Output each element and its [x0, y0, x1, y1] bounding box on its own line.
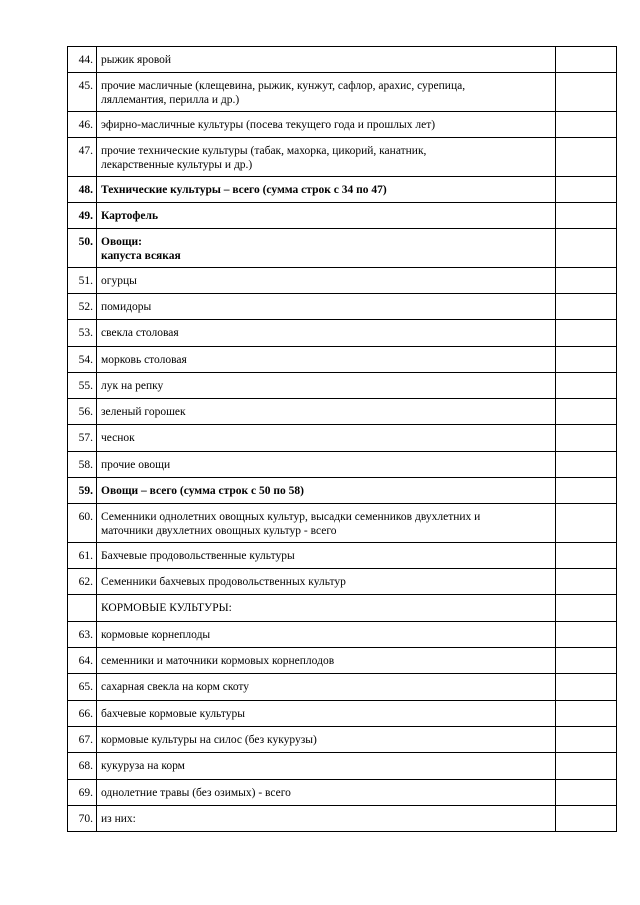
table-row — [68, 569, 617, 595]
crop-name-cell — [97, 595, 556, 621]
table-row — [68, 202, 617, 228]
row-number: 68. — [68, 753, 97, 779]
crop-name-cell — [97, 700, 556, 726]
crop-name-cell — [97, 726, 556, 752]
table-row — [68, 674, 617, 700]
value-cell[interactable] — [556, 346, 617, 372]
crop-name-cell — [97, 267, 556, 293]
crop-name-cell — [97, 372, 556, 398]
row-number: 57. — [68, 425, 97, 451]
table-row — [68, 504, 617, 543]
value-cell[interactable] — [556, 648, 617, 674]
row-number — [68, 595, 97, 621]
value-cell[interactable] — [556, 753, 617, 779]
table-row — [68, 805, 617, 831]
table-row — [68, 47, 617, 73]
crop-name-line: помидоры — [101, 300, 152, 313]
crop-name-line: прочие масличные (клещевина, рыжик, кунжут, сафлор, арахис, сурепица, — [101, 80, 466, 93]
value-cell[interactable] — [556, 320, 617, 346]
table-row — [68, 779, 617, 805]
crops-table-body — [68, 47, 617, 832]
row-number: 63. — [68, 621, 97, 647]
crop-name-line: огурцы — [101, 274, 137, 287]
value-cell[interactable] — [556, 805, 617, 831]
row-number: 44. — [68, 47, 97, 73]
crop-name-line: бахчевые кормовые культуры — [101, 707, 245, 720]
table-row — [68, 542, 617, 568]
crop-name-line: чеснок — [101, 432, 135, 445]
crop-name-cell — [97, 569, 556, 595]
row-number: 66. — [68, 700, 97, 726]
crop-name-line: морковь столовая — [101, 353, 187, 366]
crop-name-cell — [97, 779, 556, 805]
crop-name-line: семенники и маточники кормовых корнеплодов — [101, 655, 335, 668]
value-cell[interactable] — [556, 451, 617, 477]
crop-name-line: лекарственные культуры и др.) — [101, 159, 253, 172]
crop-name-line: Семенники бахчевых продовольственных культур — [101, 576, 346, 589]
table-row — [68, 372, 617, 398]
crop-name-line: прочие технические культуры (табак, махорка, цикорий, канатник, — [101, 145, 427, 158]
table-row — [68, 73, 617, 112]
row-number: 55. — [68, 372, 97, 398]
row-number: 46. — [68, 111, 97, 137]
table-row — [68, 648, 617, 674]
table-row — [68, 726, 617, 752]
crop-name-line: из них: — [101, 812, 136, 825]
row-number: 64. — [68, 648, 97, 674]
row-number: 67. — [68, 726, 97, 752]
crop-name-cell — [97, 674, 556, 700]
crop-name-cell — [97, 73, 556, 112]
crop-name-line: КОРМОВЫЕ КУЛЬТУРЫ: — [101, 602, 232, 615]
crop-name-cell — [97, 399, 556, 425]
value-cell[interactable] — [556, 73, 617, 112]
crop-name-cell — [97, 425, 556, 451]
value-cell[interactable] — [556, 542, 617, 568]
crop-name-line: кормовые культуры на силос (без кукурузы) — [101, 733, 317, 746]
table-row — [68, 176, 617, 202]
crop-name-cell — [97, 229, 556, 268]
crop-name-cell — [97, 504, 556, 543]
crop-name-line: лук на репку — [101, 379, 164, 392]
value-cell[interactable] — [556, 700, 617, 726]
row-number: 56. — [68, 399, 97, 425]
row-number: 50. — [68, 229, 97, 268]
row-number: 49. — [68, 202, 97, 228]
value-cell[interactable] — [556, 726, 617, 752]
crop-name-line: эфирно-масличные культуры (посева текущего года и прошлых лет) — [101, 118, 436, 131]
value-cell[interactable] — [556, 267, 617, 293]
value-cell[interactable] — [556, 138, 617, 177]
crop-name-line: ляллемантия, перилла и др.) — [101, 94, 240, 107]
crop-name-cell — [97, 478, 556, 504]
row-number: 47. — [68, 138, 97, 177]
row-number: 70. — [68, 805, 97, 831]
table-row — [68, 478, 617, 504]
table-row — [68, 595, 617, 621]
row-number: 45. — [68, 73, 97, 112]
value-cell[interactable] — [556, 293, 617, 319]
row-number: 54. — [68, 346, 97, 372]
table-row — [68, 451, 617, 477]
crop-name-cell — [97, 293, 556, 319]
crop-name-line: Семенники однолетних овощных культур, высадки семенников двухлетних и — [101, 511, 481, 524]
crop-name-line: свекла столовая — [101, 327, 179, 340]
value-cell[interactable] — [556, 569, 617, 595]
crop-name-cell — [97, 176, 556, 202]
crop-name-line: прочие овощи — [101, 458, 171, 471]
crop-name-cell — [97, 542, 556, 568]
value-cell[interactable] — [556, 372, 617, 398]
value-cell[interactable] — [556, 621, 617, 647]
table-row — [68, 229, 617, 268]
crop-name-line: кукуруза на корм — [101, 760, 185, 773]
crop-name-cell — [97, 451, 556, 477]
crop-name-line: зеленый горошек — [101, 406, 186, 419]
table-row — [68, 425, 617, 451]
table-row — [68, 346, 617, 372]
crop-name-cell — [97, 320, 556, 346]
value-cell[interactable] — [556, 111, 617, 137]
crop-name-line: рыжик яровой — [101, 54, 172, 66]
crop-name-cell — [97, 346, 556, 372]
value-cell[interactable] — [556, 47, 617, 73]
row-number: 53. — [68, 320, 97, 346]
value-cell[interactable] — [556, 176, 617, 202]
value-cell[interactable] — [556, 399, 617, 425]
crop-name-line: сахарная свекла на корм скоту — [101, 681, 250, 694]
row-number: 59. — [68, 478, 97, 504]
crop-name-line: Овощи – всего (сумма строк с 50 по 58) — [101, 485, 304, 498]
crop-name-line: Овощи: — [101, 236, 142, 249]
crop-name-cell — [97, 47, 556, 73]
crop-name-cell — [97, 805, 556, 831]
row-number: 65. — [68, 674, 97, 700]
crop-name-cell — [97, 621, 556, 647]
row-number: 62. — [68, 569, 97, 595]
table-row — [68, 753, 617, 779]
value-cell[interactable] — [556, 425, 617, 451]
crop-name-cell — [97, 111, 556, 137]
crop-name-line: Бахчевые продовольственные культуры — [101, 549, 295, 562]
crops-table — [67, 46, 617, 832]
row-number: 48. — [68, 176, 97, 202]
row-number: 61. — [68, 542, 97, 568]
row-number: 51. — [68, 267, 97, 293]
value-cell[interactable] — [556, 229, 617, 268]
value-cell[interactable] — [556, 595, 617, 621]
crop-name-line: маточники двухлетних овощных культур - всего — [101, 525, 337, 538]
crop-name-cell — [97, 753, 556, 779]
crop-name-line: Технические культуры – всего (сумма строк с 34 по 47) — [101, 183, 387, 196]
crop-name-line: Картофель — [101, 209, 159, 222]
row-number: 69. — [68, 779, 97, 805]
table-row — [68, 320, 617, 346]
crop-name-line: однолетние травы (без озимых) - всего — [101, 786, 291, 799]
table-row — [68, 293, 617, 319]
value-cell[interactable] — [556, 674, 617, 700]
crop-name-line: капуста всякая — [101, 250, 181, 263]
crop-name-cell — [97, 138, 556, 177]
table-row — [68, 111, 617, 137]
table-row — [68, 621, 617, 647]
crop-name-cell — [97, 202, 556, 228]
value-cell[interactable] — [556, 504, 617, 543]
table-row — [68, 138, 617, 177]
value-cell[interactable] — [556, 779, 617, 805]
crop-name-cell — [97, 648, 556, 674]
row-number: 60. — [68, 504, 97, 543]
row-number: 58. — [68, 451, 97, 477]
table-row — [68, 399, 617, 425]
value-cell[interactable] — [556, 478, 617, 504]
value-cell[interactable] — [556, 202, 617, 228]
crop-name-line: кормовые корнеплоды — [101, 628, 211, 641]
row-number: 52. — [68, 293, 97, 319]
table-row — [68, 267, 617, 293]
table-row — [68, 700, 617, 726]
